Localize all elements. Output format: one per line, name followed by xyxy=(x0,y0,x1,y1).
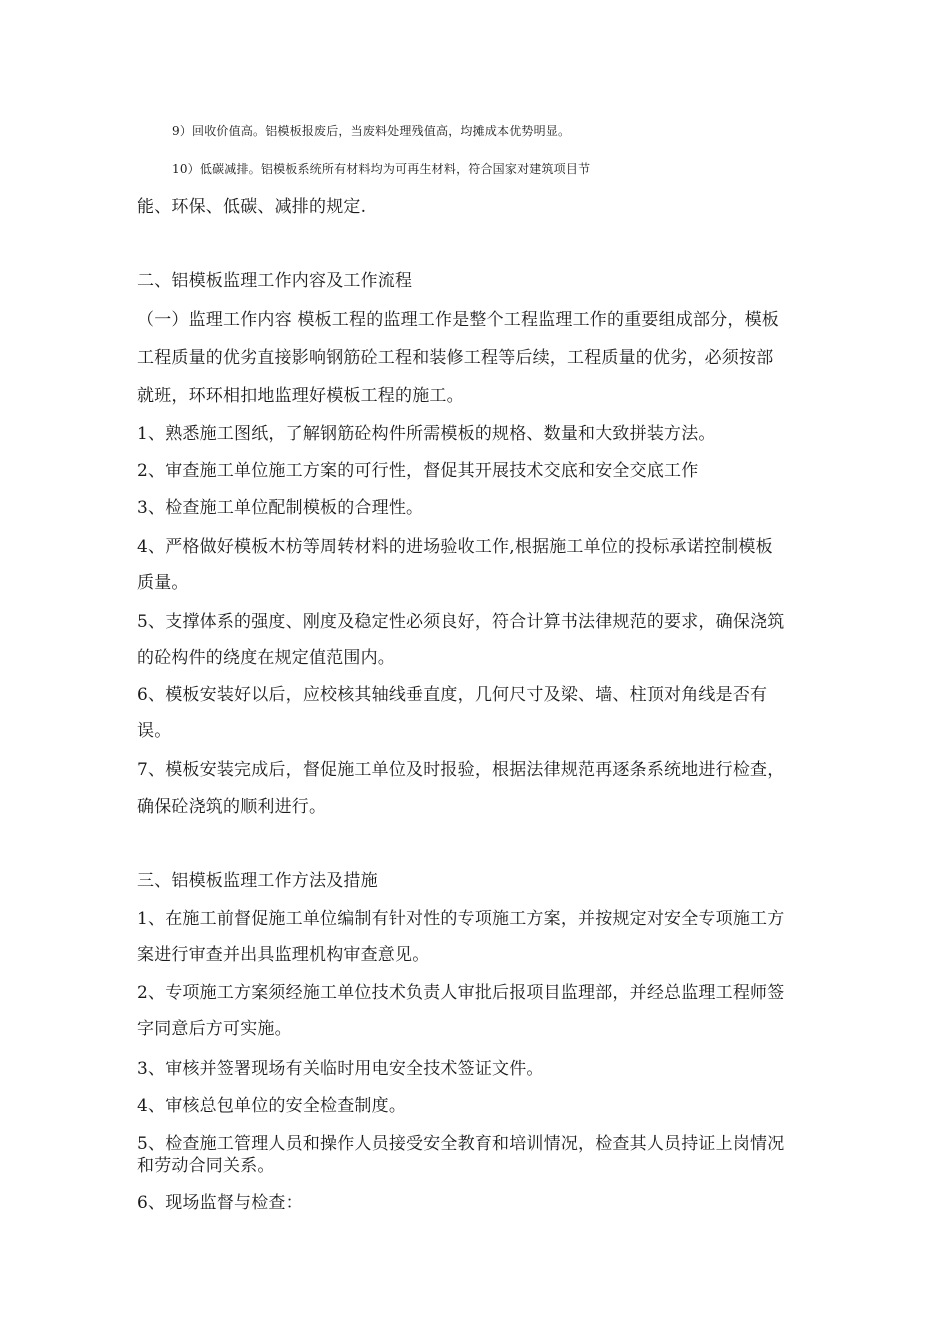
item-10-low-carbon-line2: 能、环保、低碳、减排的规定. xyxy=(137,197,367,217)
section-3-item-6: 6、现场监督与检查： xyxy=(137,1193,303,1213)
section-2-sub-line1: （一）监理工作内容 模板工程的监理工作是整个工程监理工作的重要组成部分，模板 xyxy=(137,310,780,330)
item-9-recycle-value: 9）回收价值高。铝模板报废后，当废料处理残值高，均摊成本优势明显。 xyxy=(172,124,571,138)
section-3-item-2-line1: 2、专项施工方案须经施工单位技术负责人审批后报项目监理部，并经总监理工程师签 xyxy=(137,983,785,1003)
section-2-item-4-line2: 质量。 xyxy=(137,573,189,593)
section-3-item-4: 4、审核总包单位的安全检查制度。 xyxy=(137,1096,407,1116)
section-2-item-2: 2、审查施工单位施工方案的可行性，督促其开展技术交底和安全交底工作 xyxy=(137,461,699,481)
section-3-heading: 三、铝模板监理工作方法及措施 xyxy=(137,871,378,891)
section-3-item-3: 3、审核并签署现场有关临时用电安全技术签证文件。 xyxy=(137,1059,544,1079)
section-2-item-4-line1: 4、严格做好模板木枋等周转材料的进场验收工作,根据施工单位的投标承诺控制模板 xyxy=(137,537,773,557)
section-2-item-6-line1: 6、模板安装好以后，应校核其轴线垂直度，几何尺寸及梁、墙、柱顶对角线是否有 xyxy=(137,685,768,705)
section-3-item-5-line1: 5、检查施工管理人员和操作人员接受安全教育和培训情况，检查其人员持证上岗情况 xyxy=(137,1134,785,1154)
item-10-low-carbon-line1: 10）低碳减排。铝模板系统所有材料均为可再生材料，符合国家对建筑项目节 xyxy=(172,162,591,176)
section-2-item-7-line2: 确保砼浇筑的顺利进行。 xyxy=(137,797,327,817)
section-3-item-1-line2: 案进行审查并出具监理机构审查意见。 xyxy=(137,945,430,965)
section-2-item-3: 3、检查施工单位配制模板的合理性。 xyxy=(137,498,424,518)
section-2-item-1: 1、熟悉施工图纸，了解钢筋砼构件所需模板的规格、数量和大致拼装方法。 xyxy=(137,424,716,444)
section-2-sub-line3: 就班，环环相扣地监理好模板工程的施工。 xyxy=(137,386,464,406)
section-3-item-2-line2: 字同意后方可实施。 xyxy=(137,1019,292,1039)
section-2-item-5-line2: 的砼构件的绕度在规定值范围内。 xyxy=(137,648,395,668)
section-3-item-5-line2: 和劳动合同关系。 xyxy=(137,1156,275,1176)
section-2-item-7-line1: 7、模板安装完成后，督促施工单位及时报验，根据法律规范再逐条系统地进行检查， xyxy=(137,760,785,780)
section-2-sub-line2: 工程质量的优劣直接影响钢筋砼工程和装修工程等后续，工程质量的优劣，必须按部 xyxy=(137,348,774,368)
section-3-item-1-line1: 1、在施工前督促施工单位编制有针对性的专项施工方案，并按规定对安全专项施工方 xyxy=(137,909,785,929)
section-2-heading: 二、铝模板监理工作内容及工作流程 xyxy=(137,271,413,291)
section-2-item-5-line1: 5、支撑体系的强度、刚度及稳定性必须良好，符合计算书法律规范的要求，确保浇筑 xyxy=(137,612,785,632)
section-2-item-6-line2: 误。 xyxy=(137,721,172,741)
